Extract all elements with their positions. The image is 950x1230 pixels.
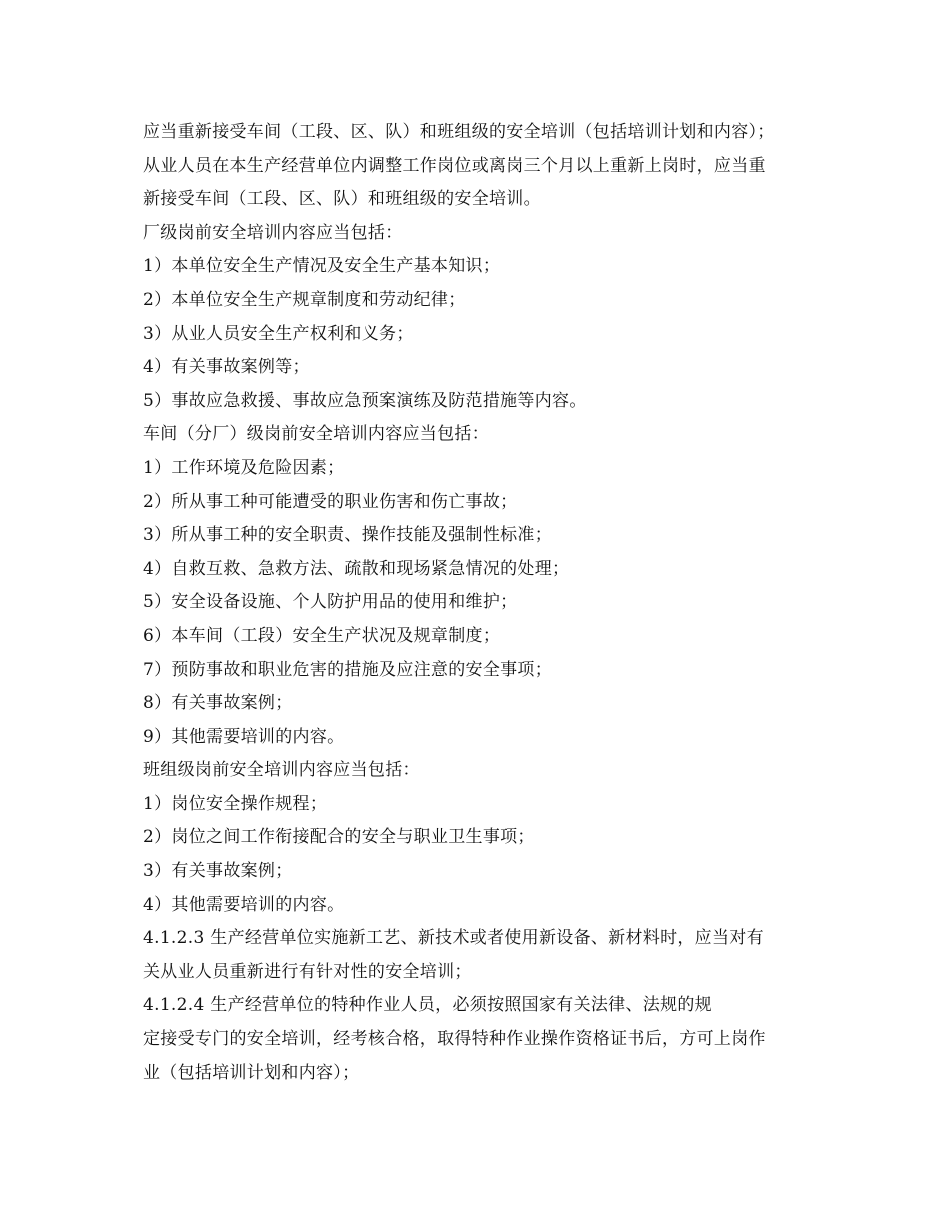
clause-4-1-2-3: 4.1.2.3 生产经营单位实施新工艺、新技术或者使用新设备、新材料时，应当对有	[143, 928, 764, 949]
section-heading-workshop-level: 车间（分厂）级岗前安全培训内容应当包括：	[143, 424, 489, 445]
list-item: 1）本单位安全生产情况及安全生产基本知识；	[143, 256, 501, 277]
text-line: 应当重新接受车间（工段、区、队）和班组级的安全培训（包括培训计划和内容）；	[143, 122, 775, 142]
list-item: 6）本车间（工段）安全生产状况及规章制度；	[143, 625, 501, 646]
list-item: 7）预防事故和职业危害的措施及应注意的安全事项；	[143, 659, 553, 680]
list-item: 4）其他需要培训的内容。	[143, 894, 345, 915]
list-item: 8）有关事故案例；	[143, 693, 293, 714]
clause-4-1-2-4: 4.1.2.4 生产经营单位的特种作业人员，必须按照国家有关法律、法规的规	[143, 995, 712, 1016]
list-item: 4）自救互救、急救方法、疏散和现场紧急情况的处理；	[143, 558, 570, 579]
text-line: 关从业人员重新进行有针对性的安全培训；	[143, 961, 472, 982]
list-item: 4）有关事故案例等；	[143, 357, 310, 378]
list-item: 3）有关事故案例；	[143, 861, 293, 882]
list-item: 3）所从事工种的安全职责、操作技能及强制性标准；	[143, 525, 553, 546]
text-line: 从业人员在本生产经营单位内调整工作岗位或离岗三个月以上重新上岗时，应当重	[143, 155, 766, 176]
list-item: 5）事故应急救援、事故应急预案演练及防范措施等内容。	[143, 390, 587, 411]
list-item: 2）所从事工种可能遭受的职业伤害和伤亡事故；	[143, 491, 518, 512]
list-item: 2）岗位之间工作衔接配合的安全与职业卫生事项；	[143, 827, 535, 848]
list-item: 2）本单位安全生产规章制度和劳动纪律；	[143, 289, 466, 310]
section-heading-factory-level: 厂级岗前安全培训内容应当包括：	[143, 222, 403, 243]
text-line: 新接受车间（工段、区、队）和班组级的安全培训。	[143, 189, 541, 210]
text-line: 业（包括培训计划和内容）；	[143, 1062, 360, 1083]
list-item: 3）从业人员安全生产权利和义务；	[143, 323, 414, 344]
list-item: 5）安全设备设施、个人防护用品的使用和维护；	[143, 592, 518, 613]
list-item: 1）工作环境及危险因素；	[143, 457, 345, 478]
section-heading-team-level: 班组级岗前安全培训内容应当包括：	[143, 760, 420, 781]
list-item: 1）岗位安全操作规程；	[143, 793, 328, 814]
document-body	[143, 116, 833, 1090]
text-line: 定接受专门的安全培训，经考核合格，取得特种作业操作资格证书后，方可上岗作	[143, 1029, 766, 1050]
list-item: 9）其他需要培训的内容。	[143, 726, 345, 747]
